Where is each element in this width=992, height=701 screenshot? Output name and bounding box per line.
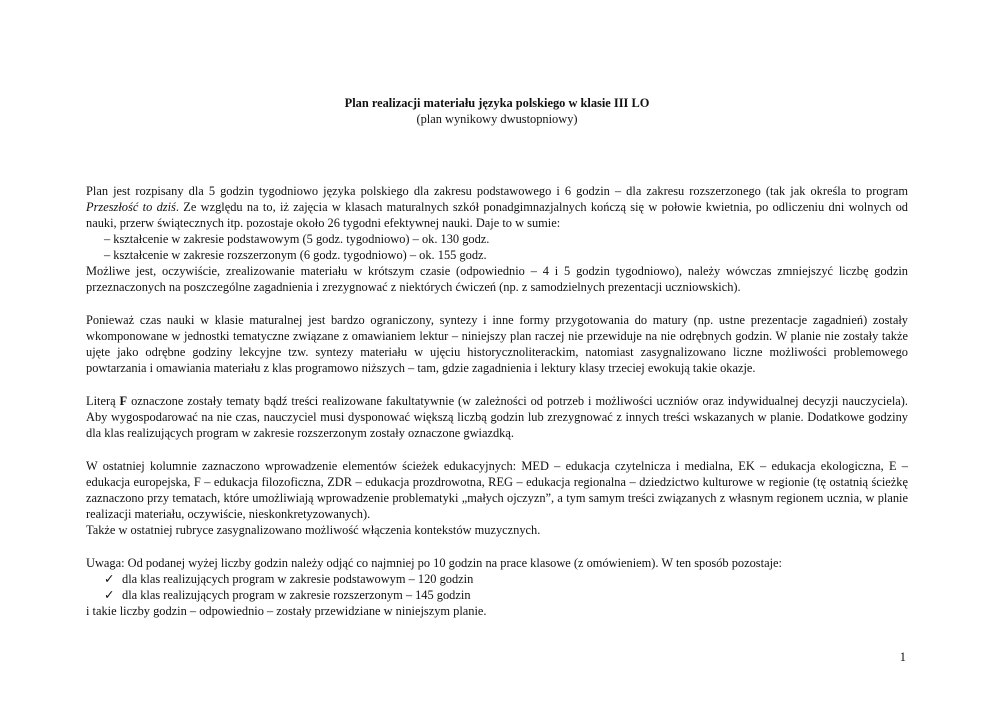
paragraph-paths-extra: Także w ostatniej rubryce zasygnalizowano możliwość włączenia kontekstów muzycznych. bbox=[86, 523, 541, 537]
note-item-basic-text: dla klas realizujących program w zakresie podstawowym – 120 godzin bbox=[122, 572, 474, 586]
paragraph-hours-intro bbox=[86, 183, 908, 231]
optional-rest-text: oznaczone zostały tematy bądź treści realizowane fakultatywnie (w zależności od potrzeb i możliwości uczniów oraz indywidualnej decyzji nauczyciela). Aby wygospodarować na nie czas, nauczyciel musi dysponować większą liczbą godzin lub zrezygnować z innych treści wskazanych w planie. Dodatkowe godziny dla klas realizujących program w zakresie rozszerzonym zostały oznaczone gwiazdką. bbox=[86, 394, 908, 440]
note-item-extended-text: dla klas realizujących program w zakresie rozszerzonym – 145 godzin bbox=[122, 588, 471, 602]
note-item-extended bbox=[86, 587, 908, 603]
hours-item-basic: – kształcenie w zakresie podstawowym (5 godz. tygodniowo) – ok. 130 godz. bbox=[104, 232, 490, 246]
optional-letter: F bbox=[119, 394, 128, 408]
optional-pre-text: Literą bbox=[86, 394, 120, 408]
hours-intro-text: Plan jest rozpisany dla 5 godzin tygodniowo języka polskiego dla zakresu podstawowego i 6 godzin – dla zakresu rozszerzonego (tak jak określa to program bbox=[86, 184, 908, 198]
paragraph-hours bbox=[86, 183, 908, 295]
checkmark-icon: ✓ bbox=[104, 572, 115, 586]
document-subtitle: (plan wynikowy dwustopniowy) bbox=[416, 112, 578, 126]
hours-item-extended: – kształcenie w zakresie rozszerzonym (6 godz. tygodniowo) – ok. 155 godz. bbox=[104, 248, 487, 262]
paragraph-syntheses-text: Ponieważ czas nauki w klasie maturalnej jest bardzo ograniczony, syntezy i inne formy przygotowania do matury (np. ustne prezentacje zagadnień) zostały wkomponowane w jednostki tematyczne związane z omawianiem lektur – niniejszy plan raczej nie przewiduje na nie odrębnych godzin. W planie nie zostały także ujęte jako odrębne godziny lekcyjne tzw. syntezy materiału w ujęciu historycznoliterackim, natomiast zasygnalizowano liczne możliwości problemowego powtarzania i omawiania materiału z klas programowo niższych – tam, gdzie zagadnienia i lektury klasy trzeciej ewokują takie okazje. bbox=[86, 313, 908, 375]
program-title: Przeszłość to dziś bbox=[86, 200, 176, 214]
paragraph-optional bbox=[86, 393, 908, 441]
hours-rest-text: . Ze względu na to, iż zajęcia w klasach maturalnych szkół ponadgimnazjalnych kończą się w połowie kwietnia, po odliczeniu dni wolnych od nauki, przerw świątecznych itp. pozostaje około 26 tygodni efektywnej nauki. Daje to w sumie: bbox=[86, 200, 908, 230]
page-number: 1 bbox=[899, 650, 906, 664]
paragraph-paths-text: W ostatniej kolumnie zaznaczono wprowadzenie elementów ścieżek edukacyjnych: MED – edukacja czytelnicza i medialna, EK – edukacja ekologiczna, E – edukacja europejska, F – edukacja filozoficzna, ZDR – edukacja prozdrowotna, REG – edukacja regionalna – dziedzictwo kulturowe w regionie (tę ostatnią ścieżkę zaznaczono przy tematach, które umożliwiają wprowadzenie problematyki „małych ojczyzn”, a tym samym treści związanych z własnym regionem ucznia, w planie realizacji materiału, oczywiście, nieskonkretyzowanych). bbox=[86, 459, 908, 521]
paragraph-paths bbox=[86, 458, 908, 538]
paragraph-syntheses bbox=[86, 312, 908, 376]
paragraph-note bbox=[86, 555, 908, 619]
paragraph-note-closing: i takie liczby godzin – odpowiednio – zostały przewidziane w niniejszym planie. bbox=[86, 604, 487, 618]
document-content bbox=[86, 95, 908, 636]
paragraph-note-intro: Uwaga: Od podanej wyżej liczby godzin należy odjąć co najmniej po 10 godzin na prace klasowe (z omówieniem). W ten sposób pozostaje: bbox=[86, 556, 782, 570]
paragraph-hours-closing: Możliwe jest, oczywiście, zrealizowanie materiału w krótszym czasie (odpowiednio – 4 i 5 godzin tygodniowo), należy wówczas zmniejszyć liczbę godzin przeznaczonych na poszczególne zagadnienia i zrezygnować z niektórych ćwiczeń (np. z samodzielnych prezentacji uczniowskich). bbox=[86, 264, 908, 294]
note-item-basic bbox=[86, 571, 908, 587]
paragraph-optional-text bbox=[86, 393, 908, 441]
document-title: Plan realizacji materiału języka polskiego w klasie III LO bbox=[344, 96, 650, 110]
checkmark-icon: ✓ bbox=[104, 588, 115, 602]
